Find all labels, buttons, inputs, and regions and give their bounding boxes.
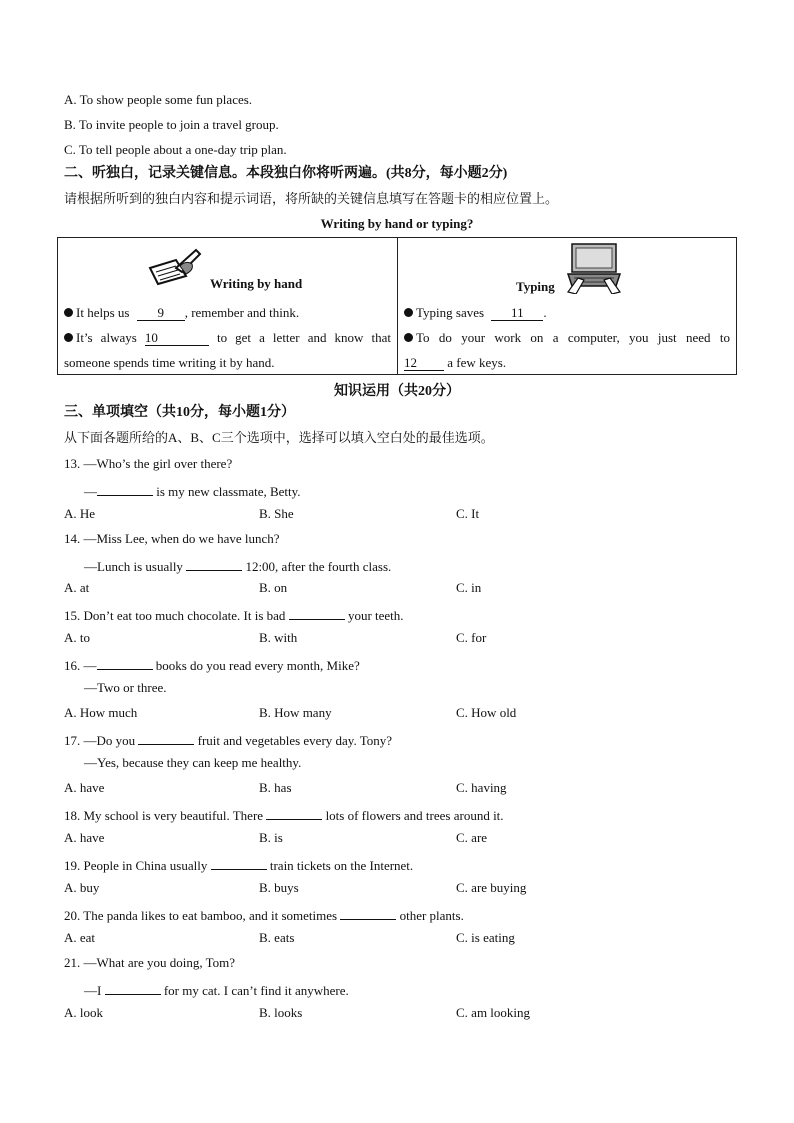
option-a: A. look — [64, 1005, 103, 1020]
q17-stem: 17. —Do you fruit and vegetables every day. Tony? — [64, 730, 392, 749]
q15-options — [64, 630, 764, 646]
q13-line2: — is my new classmate, Betty. — [84, 481, 301, 500]
option-b: B. buys — [259, 880, 299, 895]
answer-blank — [211, 855, 267, 870]
q21-stem: 21. —What are you doing, Tom? — [64, 955, 236, 970]
option-b: B. on — [259, 580, 288, 595]
prev-option-c: C. To tell people about a one-day trip plan. — [64, 142, 287, 157]
left-b2-text: It’s always — [76, 330, 137, 345]
option-b: B. looks — [259, 1005, 303, 1020]
left-bullet-1 — [64, 305, 391, 321]
q21-options — [64, 1005, 764, 1021]
option-b: B. She — [259, 506, 294, 521]
blank-12: 12 — [404, 356, 444, 371]
section2-heading: 二、听独白，记录关键信息。本段独白你将听两遍。(共8分，每小题2分) — [64, 166, 508, 181]
q17-line2: —Yes, because they can keep me healthy. — [84, 755, 302, 770]
q16-options — [64, 705, 764, 721]
q14-options — [64, 580, 764, 596]
option-a: A. He — [64, 506, 96, 521]
prev-option-b: B. To invite people to join a travel group. — [64, 117, 279, 132]
option-c: C. It — [456, 506, 480, 521]
bullet-icon — [404, 308, 413, 317]
right-b1-text: Typing saves — [416, 305, 485, 320]
answer-blank — [266, 805, 322, 820]
option-a: A. buy — [64, 880, 100, 895]
q21-line2: —I for my cat. I can’t find it anywhere. — [84, 980, 349, 999]
left-bullet-2 — [64, 330, 391, 346]
right-bullet-2-cont — [404, 355, 730, 371]
q20-stem: 20. The panda likes to eat bamboo, and it sometimes other plants. — [64, 905, 464, 924]
option-a: A. eat — [64, 930, 96, 945]
option-b: B. has — [259, 780, 292, 795]
prev-option-a: A. To show people some fun places. — [64, 92, 253, 107]
part-title: 知识运用（共20分） — [334, 384, 460, 399]
option-c: C. How old — [456, 705, 517, 720]
right-cell — [398, 238, 736, 374]
laptop-typing-icon — [564, 242, 624, 294]
answer-blank — [186, 556, 242, 571]
q17-options — [64, 780, 764, 796]
left-bullet-2-cont: someone spends time writing it by hand. — [64, 355, 275, 370]
option-a: A. How much — [64, 705, 138, 720]
section3-instruction: 从下面各题所给的A、B、C三个选项中，选择可以填入空白处的最佳选项。 — [64, 430, 494, 445]
left-b1-post: , remember and think. — [184, 305, 300, 320]
left-cell — [58, 238, 397, 374]
blank-10: 10 — [145, 331, 209, 346]
writing-hand-icon — [146, 246, 202, 286]
option-a: A. to — [64, 630, 90, 645]
option-c: C. are buying — [456, 880, 527, 895]
bullet-icon — [64, 308, 73, 317]
q20-options — [64, 930, 764, 946]
right-bullet-1 — [404, 305, 730, 321]
right-b1-post: . — [543, 305, 547, 320]
right-b2-text: To do your work on a computer, you just need to — [416, 330, 730, 345]
right-bullet-2 — [404, 330, 730, 346]
option-b: B. with — [259, 630, 298, 645]
left-b2-post: to get a letter and know that — [216, 330, 392, 345]
q13-stem: 13. —Who’s the girl over there? — [64, 456, 233, 471]
answer-blank — [289, 605, 345, 620]
blank-11: 11 — [491, 306, 543, 321]
option-a: A. at — [64, 580, 90, 595]
option-c: C. in — [456, 580, 482, 595]
option-c: C. for — [456, 630, 487, 645]
notes-table — [57, 237, 737, 375]
bullet-icon — [404, 333, 413, 342]
answer-blank — [97, 655, 153, 670]
left-cell-title: Writing by hand — [210, 276, 303, 291]
right-cell-title: Typing — [516, 279, 555, 294]
answer-blank — [97, 481, 153, 496]
option-b: B. is — [259, 830, 283, 845]
option-b: B. eats — [259, 930, 295, 945]
q18-stem: 18. My school is very beautiful. There lots of flowers and trees around it. — [64, 805, 504, 824]
option-c: C. am looking — [456, 1005, 531, 1020]
q14-stem: 14. —Miss Lee, when do we have lunch? — [64, 531, 280, 546]
right-b2-post: a few keys. — [447, 355, 507, 370]
option-c: C. having — [456, 780, 507, 795]
answer-blank — [138, 730, 194, 745]
bullet-icon — [64, 333, 73, 342]
option-c: C. are — [456, 830, 488, 845]
left-b1-text: It helps us — [76, 305, 130, 320]
table-title: Writing by hand or typing? — [320, 216, 474, 231]
q16-line2: —Two or three. — [84, 680, 167, 695]
q13-options — [64, 506, 764, 522]
q19-stem: 19. People in China usually train tickets on the Internet. — [64, 855, 413, 874]
q15-stem: 15. Don’t eat too much chocolate. It is bad your teeth. — [64, 605, 404, 624]
q18-options — [64, 830, 764, 846]
blank-9: 9 — [137, 306, 185, 321]
q19-options — [64, 880, 764, 896]
answer-blank — [105, 980, 161, 995]
option-c: C. is eating — [456, 930, 515, 945]
q16-stem: 16. — books do you read every month, Mike? — [64, 655, 360, 674]
section3-heading: 三、单项填空（共10分，每小题1分） — [64, 405, 295, 420]
option-a: A. have — [64, 780, 105, 795]
q14-line2: —Lunch is usually 12:00, after the fourth class. — [84, 556, 391, 575]
answer-blank — [340, 905, 396, 920]
option-b: B. How many — [259, 705, 332, 720]
section2-instruction: 请根据所听到的独白内容和提示词语，将所缺的关键信息填写在答题卡的相应位置上。 — [64, 191, 559, 206]
option-a: A. have — [64, 830, 105, 845]
